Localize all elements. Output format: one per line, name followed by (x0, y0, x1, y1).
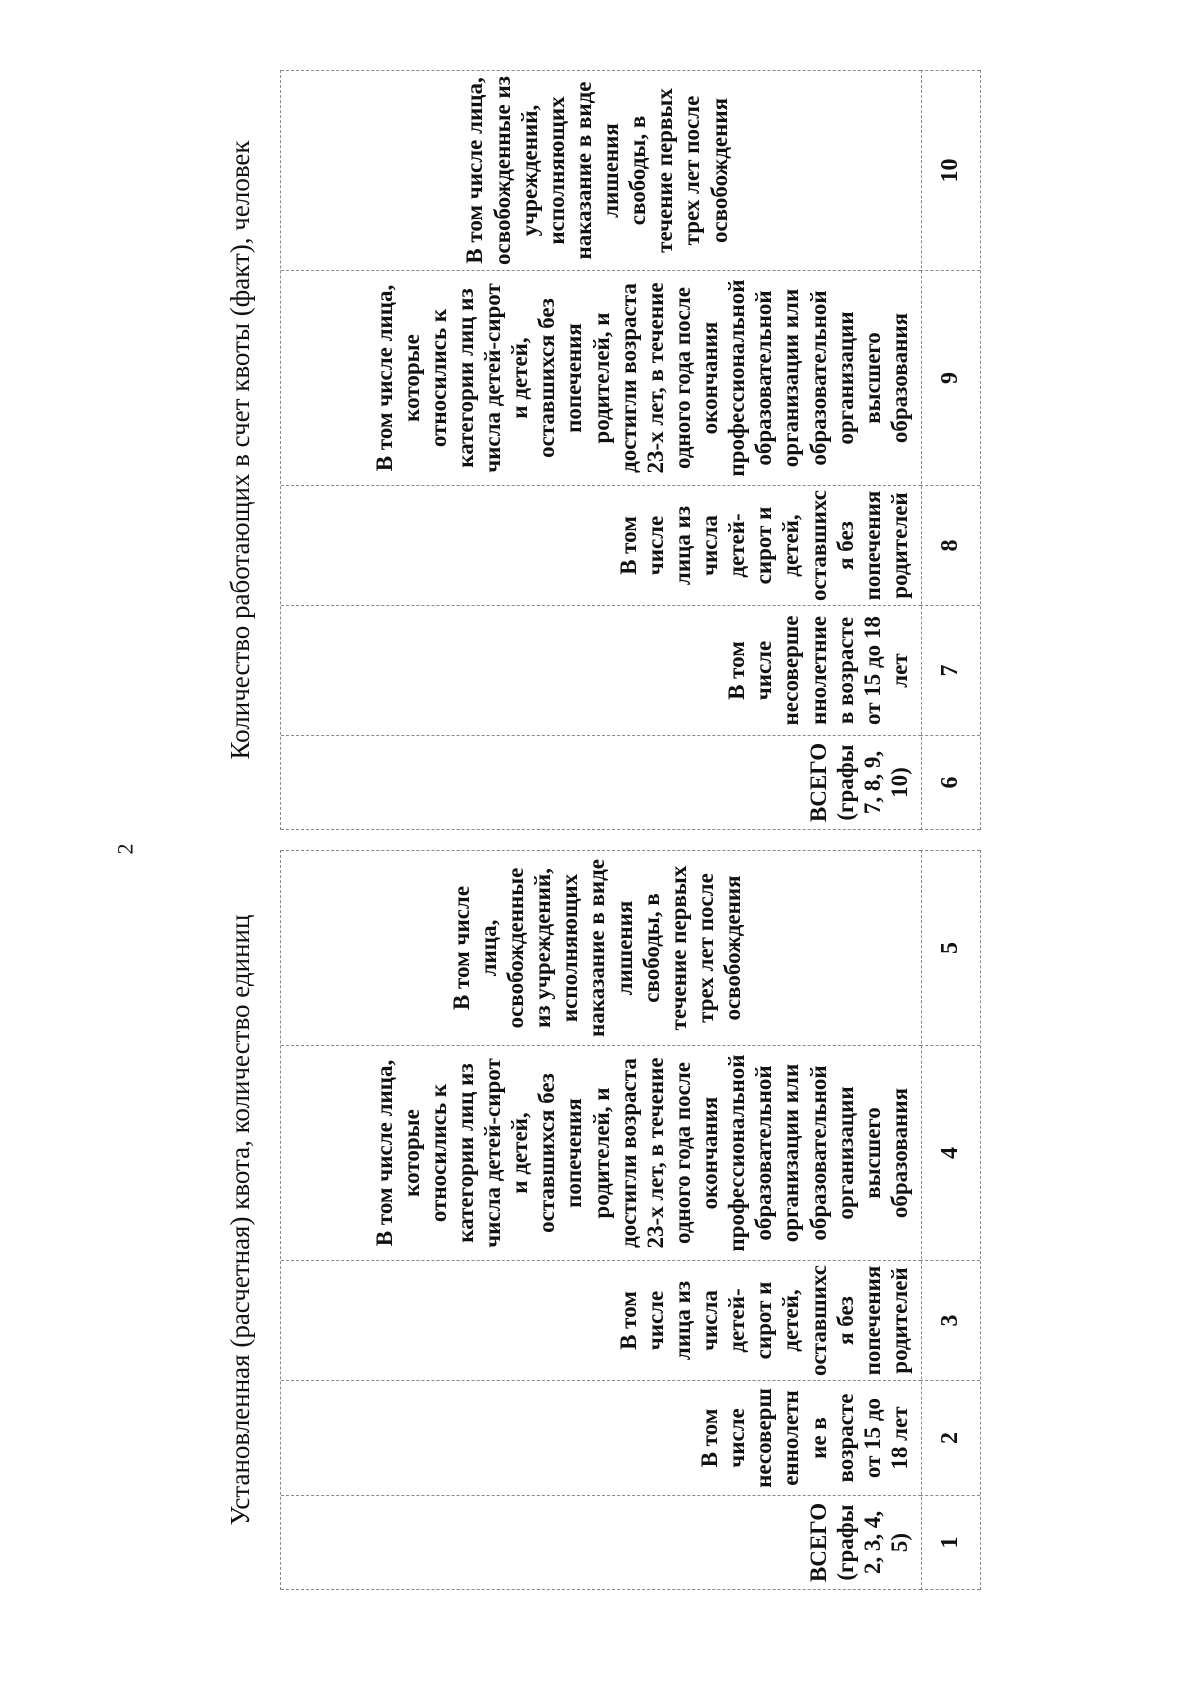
column-number: 2 (920, 1380, 980, 1495)
actual-number-row (920, 70, 981, 830)
quota-number-row (920, 850, 981, 1590)
quota-header-row (280, 850, 922, 1590)
rotated-table (210, 70, 1000, 1590)
quota-col-total: ВСЕГО (графы 2, 3, 4, 5) (281, 1495, 921, 1590)
actual-header-row (280, 70, 922, 830)
quota-col-released: В том числе лица, освобожденные из учреждений, исполняющих наказание в виде лишения свободы, в течение первых трех лет после освобождения (281, 850, 921, 1045)
column-number: 7 (920, 605, 980, 735)
column-number: 5 (920, 850, 980, 1045)
column-number: 10 (920, 70, 980, 270)
quota-col-orphans: В том числе лица из числа детей-сирот и детей, оставшихся без попечения родителей (281, 1260, 921, 1380)
actual-col-former-orphans: В том числе лица, которые относились к категории лиц из числа детей-сирот и детей, оставшихся без попечения родителей, и достигли возраста 23-х лет, в течение одного года после окончания профессиональной образовательной организации или образовательной организации высшего образования (281, 270, 921, 485)
actual-col-released: В том числе лица, освобожденные из учреждений, исполняющих наказание в виде лишения свободы, в течение первых трех лет после освобождения (281, 70, 921, 270)
quota-col-former-orphans: В том числе лица, которые относились к категории лиц из числа детей-сирот и детей, оставшихся без попечения родителей, и достигли возраста 23-х лет, в течение одного года после окончания профессиональной образовательной организации или образовательной организации высшего образования (281, 1045, 921, 1260)
column-number: 9 (920, 270, 980, 485)
page-number: 2 (112, 843, 138, 855)
quota-group-title: Установленная (расчетная) квота, количество единиц (224, 914, 255, 1526)
column-number: 6 (920, 735, 980, 830)
column-number: 4 (920, 1045, 980, 1260)
actual-col-orphans: В том числе лица из числа детей-сирот и детей, оставшихся без попечения родителей (281, 485, 921, 605)
actual-col-minors: В том числе несовершеннолетние в возрасте от 15 до 18 лет (281, 605, 921, 735)
actual-col-total: ВСЕГО (графы 7, 8, 9, 10) (281, 735, 921, 830)
column-number: 8 (920, 485, 980, 605)
quota-col-minors: В том числе несовершеннолетние в возрасте от 15 до 18 лет (281, 1380, 921, 1495)
column-number: 1 (920, 1495, 980, 1590)
actual-group-title: Количество работающих в счет квоты (факт), человек (224, 140, 255, 760)
column-number: 3 (920, 1260, 980, 1380)
